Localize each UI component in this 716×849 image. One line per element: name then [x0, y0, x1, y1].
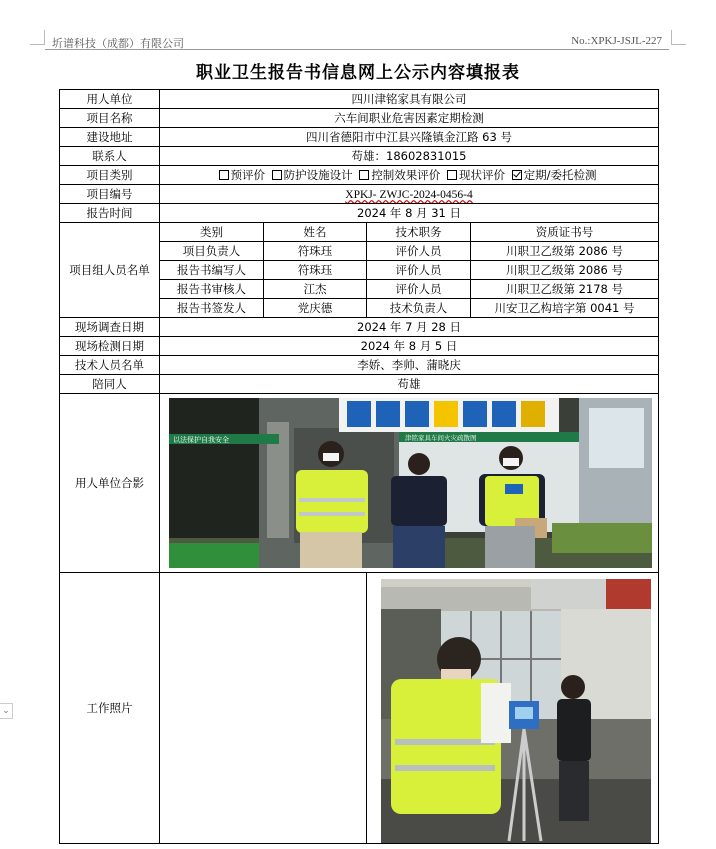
member-title: 评价人员	[367, 261, 471, 280]
checkbox-option[interactable]: 预评价	[219, 167, 266, 183]
table-row	[60, 204, 659, 223]
chevron-down-icon[interactable]: ⌄	[0, 703, 13, 719]
test-date-value: 2024 年 8 月 5 日	[160, 337, 659, 356]
team-header-name: 姓名	[264, 223, 367, 242]
survey-date-label: 现场调查日期	[60, 318, 160, 337]
header-rule	[45, 49, 669, 50]
checkbox-icon	[447, 170, 457, 180]
report-time-value: 2024 年 8 月 31 日	[160, 204, 659, 223]
table-row	[60, 318, 659, 337]
form-title: 职业卫生报告书信息网上公示内容填报表	[196, 63, 520, 83]
member-title: 评价人员	[367, 280, 471, 299]
address-value: 四川省德阳市中江县兴隆镇金江路 63 号	[160, 128, 659, 147]
team-header-cert: 资质证书号	[471, 223, 659, 242]
member-name: 江杰	[264, 280, 367, 299]
member-cert: 川职卫乙级第 2178 号	[471, 280, 659, 299]
team-header-role: 类别	[160, 223, 264, 242]
project-type-options	[160, 166, 659, 185]
member-title: 技术负责人	[367, 299, 471, 318]
member-role: 报告书审核人	[160, 280, 264, 299]
test-date-label: 现场检测日期	[60, 337, 160, 356]
group-photo	[169, 398, 652, 568]
table-row	[60, 185, 659, 204]
member-role: 报告书签发人	[160, 299, 264, 318]
checkbox-option[interactable]: 定期/委托检测	[512, 167, 597, 183]
table-row	[60, 337, 659, 356]
table-row	[60, 375, 659, 394]
board-title-text: 津铭家具车间火灾疏散图	[405, 434, 477, 442]
checkbox-icon	[359, 170, 369, 180]
survey-date-value: 2024 年 7 月 28 日	[160, 318, 659, 337]
work-photo-label: 工作照片	[60, 573, 160, 844]
wall-banner-text: 以法保护自我安全	[173, 436, 229, 444]
member-name: 党庆德	[264, 299, 367, 318]
member-title: 评价人员	[367, 242, 471, 261]
group-photo-cell	[160, 394, 659, 573]
member-name: 符珠珏	[264, 261, 367, 280]
project-type-label: 项目类别	[60, 166, 160, 185]
work-photo-cell	[367, 573, 659, 844]
technicians-value: 李娇、李帅、蒲晓庆	[160, 356, 659, 375]
table-row	[60, 128, 659, 147]
employer-label: 用人单位	[60, 90, 160, 109]
checked-checkbox-icon	[512, 170, 522, 180]
table-row	[60, 109, 659, 128]
table-row	[60, 573, 659, 844]
report-time-label: 报告时间	[60, 204, 160, 223]
company-name: 圻谱科技（成都）有限公司	[52, 37, 184, 50]
contact-label: 联系人	[60, 147, 160, 166]
document-number: No.:XPKJ-JSJL-227	[571, 35, 662, 47]
project-name-value: 六车间职业危害因素定期检测	[160, 109, 659, 128]
project-no-value: XPKJ- ZWJC-2024-0456-4	[160, 185, 659, 204]
team-header-row	[60, 223, 659, 242]
project-no-label: 项目编号	[60, 185, 160, 204]
member-cert: 川职卫乙级第 2086 号	[471, 261, 659, 280]
table-row	[60, 394, 659, 573]
work-photo-empty-cell	[160, 573, 367, 844]
member-role: 报告书编写人	[160, 261, 264, 280]
member-role: 项目负责人	[160, 242, 264, 261]
address-label: 建设地址	[60, 128, 160, 147]
corner-mark-right	[671, 30, 686, 45]
disclosure-form-table	[59, 89, 659, 844]
team-header-title: 技术职务	[367, 223, 471, 242]
member-cert: 川安卫乙构培字第 0041 号	[471, 299, 659, 318]
group-photo-label: 用人单位合影	[60, 394, 160, 573]
table-row	[60, 166, 659, 185]
table-row	[60, 90, 659, 109]
escort-label: 陪同人	[60, 375, 160, 394]
member-name: 符珠珏	[264, 242, 367, 261]
table-row	[60, 356, 659, 375]
member-cert: 川职卫乙级第 2086 号	[471, 242, 659, 261]
escort-value: 苟雄	[160, 375, 659, 394]
contact-value: 苟雄：18602831015	[160, 147, 659, 166]
work-photo	[381, 579, 651, 844]
project-name-label: 项目名称	[60, 109, 160, 128]
checkbox-option[interactable]: 现状评价	[447, 167, 505, 183]
checkbox-icon	[219, 170, 229, 180]
checkbox-icon	[272, 170, 282, 180]
checkbox-option[interactable]: 控制效果评价	[359, 167, 440, 183]
team-label: 项目组人员名单	[60, 223, 160, 318]
checkbox-option[interactable]: 防护设施设计	[272, 167, 353, 183]
employer-value: 四川津铭家具有限公司	[160, 90, 659, 109]
technicians-label: 技术人员名单	[60, 356, 160, 375]
table-row	[60, 147, 659, 166]
corner-mark-left	[30, 30, 45, 45]
